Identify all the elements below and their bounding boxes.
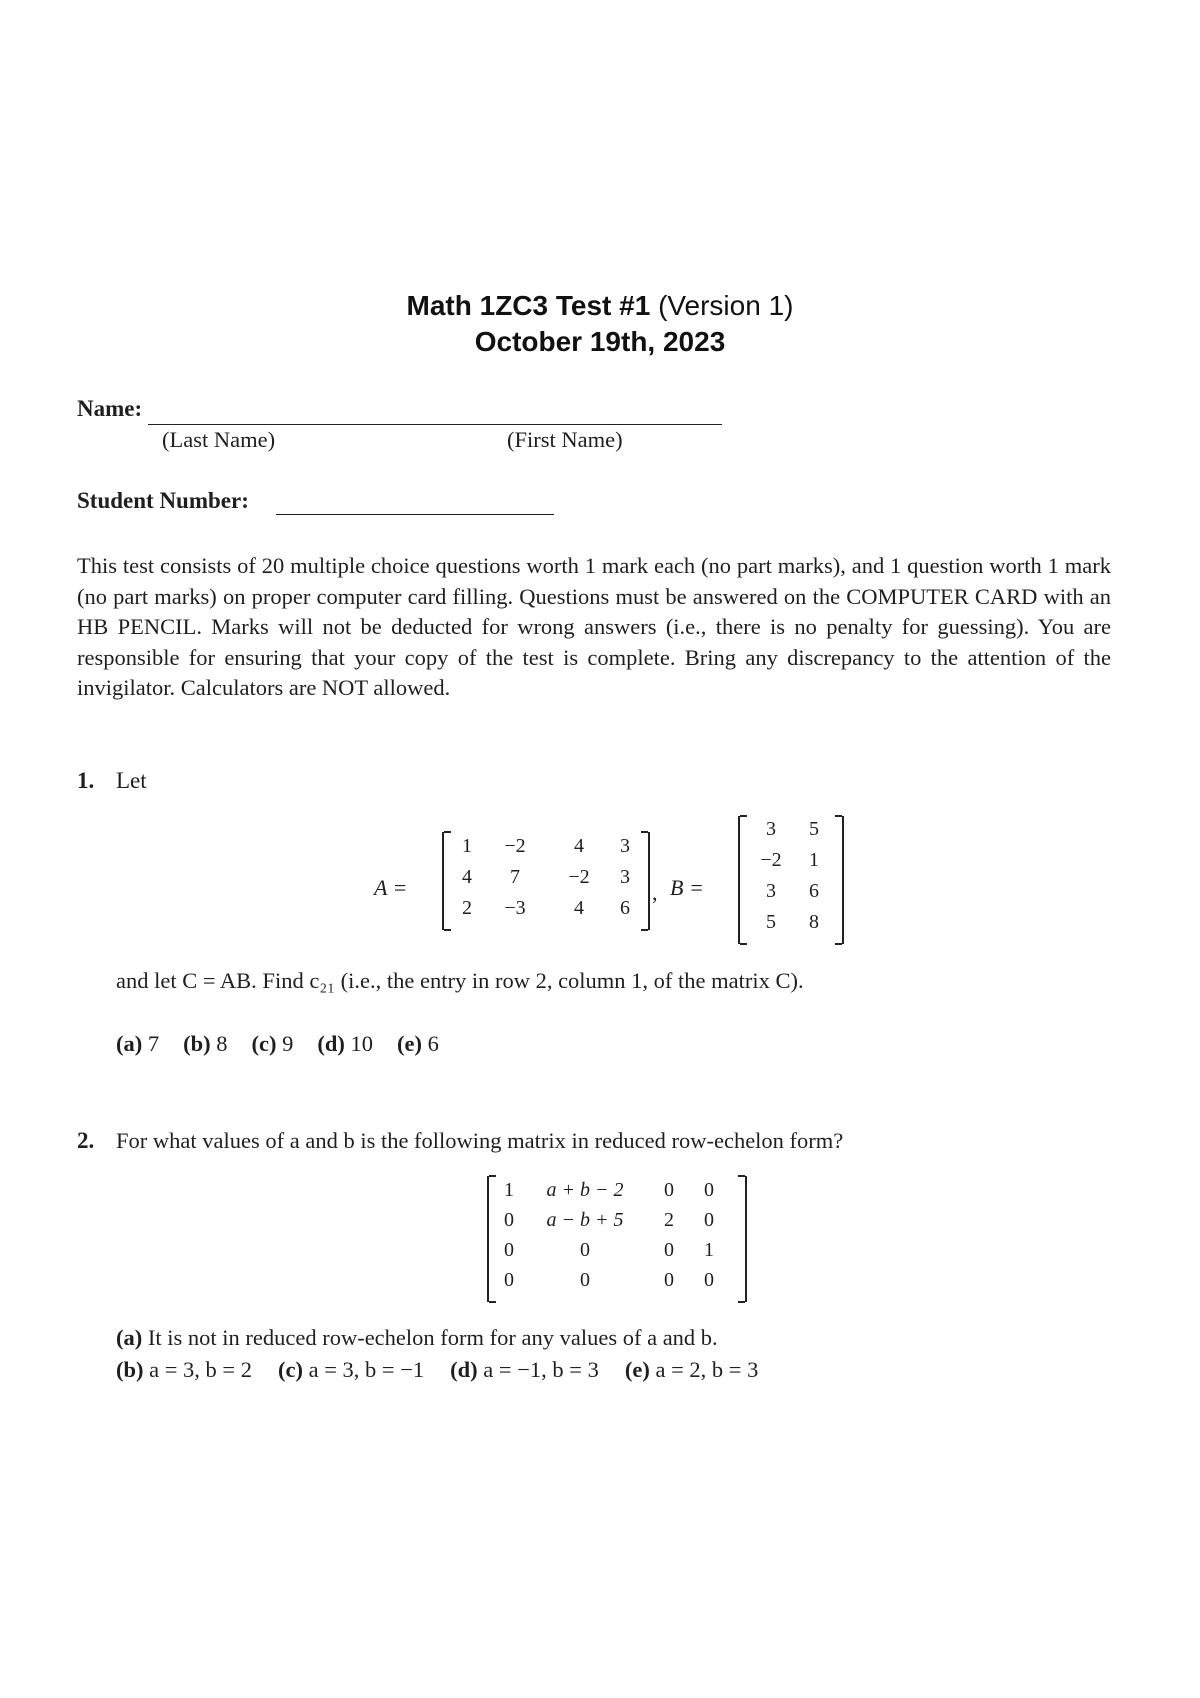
q2-question: For what values of a and b is the following matrix in reduced row-echelon form?: [116, 1128, 844, 1153]
q1-matrix-a-entry: 4: [462, 866, 472, 888]
test-title-bold: Math 1ZC3 Test #1: [406, 290, 651, 321]
q1-option-value: 10: [350, 1031, 373, 1056]
test-date: October 19th, 2023: [474, 326, 726, 357]
q2-matrix-entry: 0: [580, 1239, 590, 1261]
q1-question: and let C = AB. Find c₂₁ (i.e., the entry in row 2, column 1, of the matrix C).: [116, 968, 804, 993]
q1-number: 1.: [77, 768, 95, 793]
q1-matrix-a-entry: −2: [504, 835, 526, 857]
q1-separator: ,: [652, 880, 658, 905]
q1-matrix-b-entry: 1: [809, 849, 819, 871]
q1-matrix-a: [442, 832, 650, 930]
q2-option-value: a = −1, b = 3: [483, 1357, 599, 1382]
q1-matrix-a-entry: 3: [620, 835, 630, 857]
q2-option-label: (d): [450, 1357, 484, 1382]
q1-option-value: 7: [147, 1031, 160, 1056]
q1-matrix-a-entry: 6: [620, 897, 630, 919]
test-title: [0, 290, 1200, 322]
q2-option-a-text: It is not in reduced row-echelon form for any values of a and b.: [147, 1325, 718, 1350]
q1-matrix-b-entry: 3: [766, 880, 776, 902]
instructions-paragraph: This test consists of 20 multiple choice questions worth 1 mark each (no part marks), and 1 question worth 1 mark (no part marks) on proper computer card filling. Questions must be answered on the COMPUTER CARD with an HB PENCIL. Marks will not be deducted for wrong answers (i.e., there is no penalty for guessing). You are responsible for ensuring that your copy of the test is complete. Bring any discrepancy to the attention of the invigilator. Calculators are NOT allowed.: [77, 553, 1111, 700]
q2-matrix-entry: 1: [504, 1179, 514, 1201]
q2-option-a: [116, 1325, 718, 1351]
q1-option: [116, 1031, 159, 1057]
q1-matrix-b-entry: −2: [760, 849, 782, 871]
q2-matrix-entry: a + b − 2: [546, 1179, 624, 1201]
q2-options: [116, 1357, 758, 1383]
q2-matrix: [487, 1176, 747, 1302]
q2-matrix-entry: 0: [504, 1239, 514, 1261]
q2-option: [116, 1357, 252, 1383]
q2-option: [625, 1357, 758, 1383]
q1-option-value: 9: [282, 1031, 294, 1056]
q1-option-label: (e): [396, 1031, 428, 1056]
q2-option-label: (e): [624, 1357, 656, 1382]
q2-matrix-entry: 0: [664, 1239, 674, 1261]
q2-matrix-entry: 0: [704, 1209, 714, 1231]
q2-number: 2.: [77, 1128, 95, 1153]
q2-matrix-entry: 0: [664, 1179, 674, 1201]
q1-matrix-a-entry: −2: [568, 866, 590, 888]
q1-option-label: (d): [317, 1031, 351, 1056]
q2-matrix-entry: 0: [704, 1269, 714, 1291]
q1-option-value: 6: [427, 1031, 439, 1056]
q1-matrix-a-entry: 1: [462, 835, 472, 857]
q2-matrix-entry: 0: [504, 1269, 514, 1291]
q1-option-label: (b): [183, 1031, 217, 1056]
q2-matrix-entry: 2: [664, 1209, 674, 1231]
q2-option: [450, 1357, 599, 1383]
q1-option-value: 8: [216, 1031, 228, 1056]
q1-options: [116, 1031, 439, 1057]
q1-matrix-b-entry: 5: [809, 818, 819, 840]
q2-option-label: (c): [278, 1357, 309, 1382]
last-name-hint: (Last Name): [162, 427, 276, 452]
first-name-hint: (First Name): [507, 427, 623, 452]
q2-matrix-entry: 0: [704, 1179, 714, 1201]
q2-option-a-label: (a): [116, 1325, 143, 1350]
q2-matrix-entry: 0: [580, 1269, 590, 1291]
q1-matrix-b-entry: 5: [766, 911, 776, 933]
q1-matrix-a-entry: 7: [510, 866, 520, 888]
q1-option-label: (c): [251, 1031, 283, 1056]
q2-option-value: a = 3, b = −1: [308, 1357, 425, 1382]
q2-matrix-entry: 1: [704, 1239, 714, 1261]
name-label: Name:: [77, 396, 143, 421]
q1-matrix-b-label: B =: [670, 875, 704, 900]
q1-matrix-a-entry: 3: [620, 866, 630, 888]
student-number-field-line[interactable]: [276, 514, 554, 515]
q2-option: [278, 1357, 424, 1383]
q2-matrix-entry: 0: [504, 1209, 514, 1231]
q2-option-value: a = 3, b = 2: [149, 1357, 252, 1382]
q1-matrix-a-entry: 2: [462, 897, 472, 919]
q2-matrix-entry: 0: [664, 1269, 674, 1291]
q1-matrix-a-entry: −3: [504, 897, 526, 919]
q1-matrix-a-entry: 4: [574, 897, 584, 919]
q1-option: [317, 1031, 373, 1057]
q2-matrix-entry: a − b + 5: [546, 1209, 624, 1231]
q1-option: [397, 1031, 439, 1057]
student-number-label: Student Number:: [77, 488, 249, 513]
q1-intro: Let: [116, 768, 147, 793]
name-field-line[interactable]: [148, 424, 722, 425]
q1-matrix-b-entry: 8: [809, 911, 819, 933]
q1-matrix-a-entry: 4: [574, 835, 584, 857]
q1-matrix-b-entry: 6: [809, 880, 819, 902]
q2-option-label: (b): [116, 1357, 150, 1382]
q1-option: [252, 1031, 294, 1057]
q1-matrix-b-entry: 3: [766, 818, 776, 840]
q1-matrix-a-label: A =: [374, 875, 408, 900]
q1-option: [183, 1031, 227, 1057]
test-version: (Version 1): [658, 290, 794, 321]
q1-option-label: (a): [116, 1031, 148, 1056]
q2-option-value: a = 2, b = 3: [655, 1357, 759, 1382]
q1-matrix-b: [738, 816, 844, 944]
